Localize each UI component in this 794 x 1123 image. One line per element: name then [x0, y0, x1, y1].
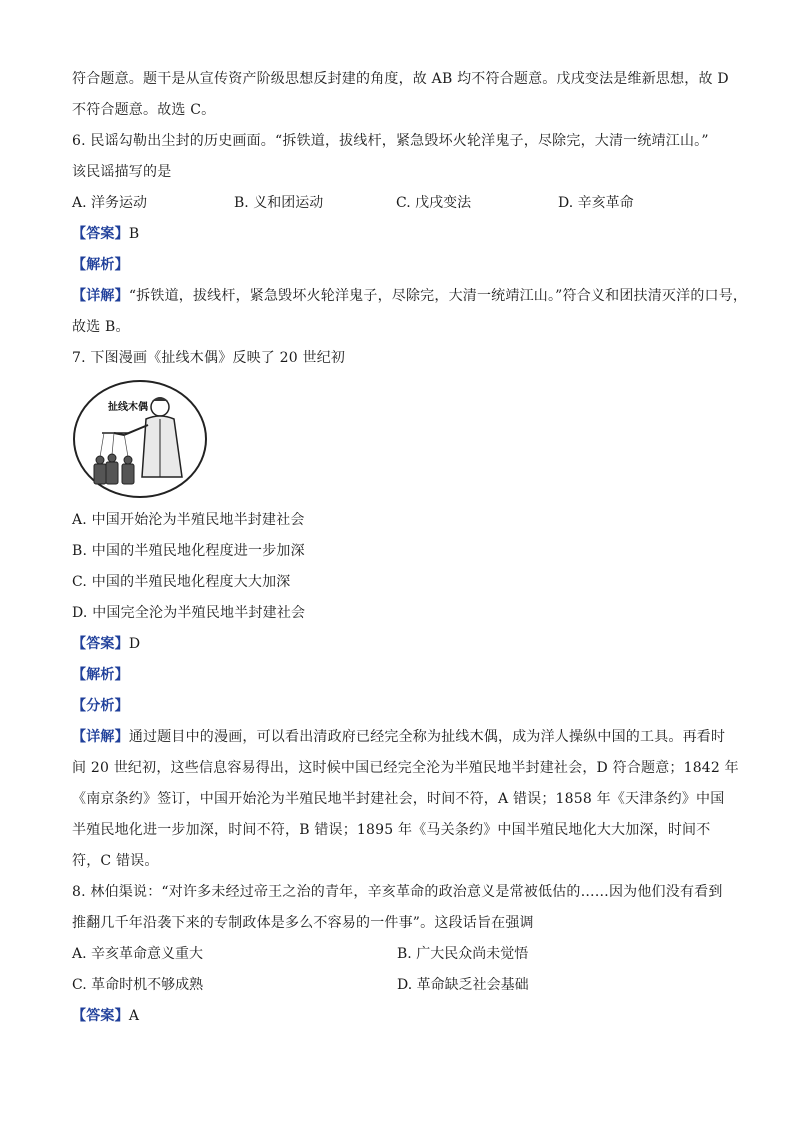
q7-detail-line-4: 半殖民地化进一步加深，时间不符，B 错误；1895 年《马关条约》中国半殖民地化大大加深，时间不	[72, 822, 711, 838]
q7-detail-line-5: 符，C 错误。	[72, 853, 159, 869]
q6-detail-line-2: 故选 B。	[72, 319, 130, 335]
q8-answer	[72, 1001, 722, 1032]
intro-line-1: 符合题意。题干是从宣传资产阶级思想反封建的角度，故 AB 均不符合题意。戊戌变法是维新思想，故 D	[72, 71, 729, 87]
detail-text: 通过题目中的漫画，可以看出清政府已经完全称为扯线木偶，成为洋人操纵中国的工具。再看时	[128, 729, 726, 745]
q6-detail-line-1	[72, 281, 748, 312]
answer-value: D	[128, 636, 141, 652]
analysis-label: 【解析】	[72, 667, 129, 683]
q7-option-b: B. 中国的半殖民地化程度进一步加深	[72, 543, 305, 559]
q8-stem-line-2: 推翻几千年沿袭下来的专制政体是多么不容易的一件事”。这段话旨在强调	[72, 915, 534, 931]
intro-line-2: 不符合题意。故选 C。	[72, 102, 216, 118]
answer-label: 【答案】	[72, 226, 129, 242]
answer-value: A	[128, 1008, 140, 1024]
answer-label: 【答案】	[72, 636, 129, 652]
detail-text: “拆铁道，拔线杆，紧急毁坏火轮洋鬼子，尽除完，大清一统靖江山。”符合义和团扶清灭洋的口号，	[128, 288, 748, 304]
q6-option-c: C. 戊戌变法	[396, 195, 472, 211]
q8-options-row-2	[72, 970, 722, 1001]
q6-stem-line-1: 6. 民谣勾勒出尘封的历史画面。“拆铁道，拔线杆，紧急毁坏火轮洋鬼子，尽除完，大清一统靖江山。”	[72, 133, 709, 149]
q7-detail-line-2: 间 20 世纪初，这些信息容易得出，这时候中国已经完全沦为半殖民地半封建社会，D 符合题意；1842 年	[72, 760, 739, 776]
q6-option-a: A. 洋务运动	[72, 195, 148, 211]
q7-option-a: A. 中国开始沦为半殖民地半封建社会	[72, 512, 305, 528]
q6-option-d: D. 辛亥革命	[558, 195, 634, 211]
q6-answer	[72, 219, 722, 250]
q6-stem-line-2: 该民谣描写的是	[72, 164, 172, 180]
puppet-cartoon	[72, 377, 722, 499]
detail-label: 【详解】	[72, 288, 129, 304]
q7-analysis	[72, 660, 722, 691]
answer-value: B	[128, 226, 140, 242]
q8-option-b: B. 广大民众尚未觉悟	[397, 946, 529, 962]
q7-stem: 7. 下图漫画《扯线木偶》反映了 20 世纪初	[72, 350, 346, 366]
q7-option-d: D. 中国完全沦为半殖民地半封建社会	[72, 605, 306, 621]
q8-option-d: D. 革命缺乏社会基础	[397, 977, 529, 993]
q6-options	[72, 188, 722, 219]
q8-options-row-1	[72, 939, 722, 970]
puppet-cartoon-illustration	[72, 377, 212, 499]
q7-answer	[72, 629, 722, 660]
q7-option-c: C. 中国的半殖民地化程度大大加深	[72, 574, 291, 590]
q7-detail-line-3: 《南京条约》签订，中国开始沦为半殖民地半封建社会，时间不符，A 错误；1858 年《天津条约》中国	[72, 791, 725, 807]
q8-option-a: A. 辛亥革命意义重大	[72, 946, 204, 962]
fenxi-label: 【分析】	[72, 698, 129, 714]
q8-option-c: C. 革命时机不够成熟	[72, 977, 204, 993]
q6-option-b: B. 义和团运动	[234, 195, 324, 211]
answer-label: 【答案】	[72, 1008, 129, 1024]
cartoon-title: 扯线木偶	[108, 402, 148, 413]
detail-label: 【详解】	[72, 729, 129, 745]
q6-analysis	[72, 250, 722, 281]
document-page	[72, 64, 748, 1032]
q7-detail-line-1	[72, 722, 726, 753]
q7-fenxi	[72, 691, 722, 722]
q8-stem-line-1: 8. 林伯渠说：“对许多未经过帝王之治的青年，辛亥革命的政治意义是常被低估的……因为他们没有看到	[72, 884, 723, 900]
analysis-label: 【解析】	[72, 257, 129, 273]
